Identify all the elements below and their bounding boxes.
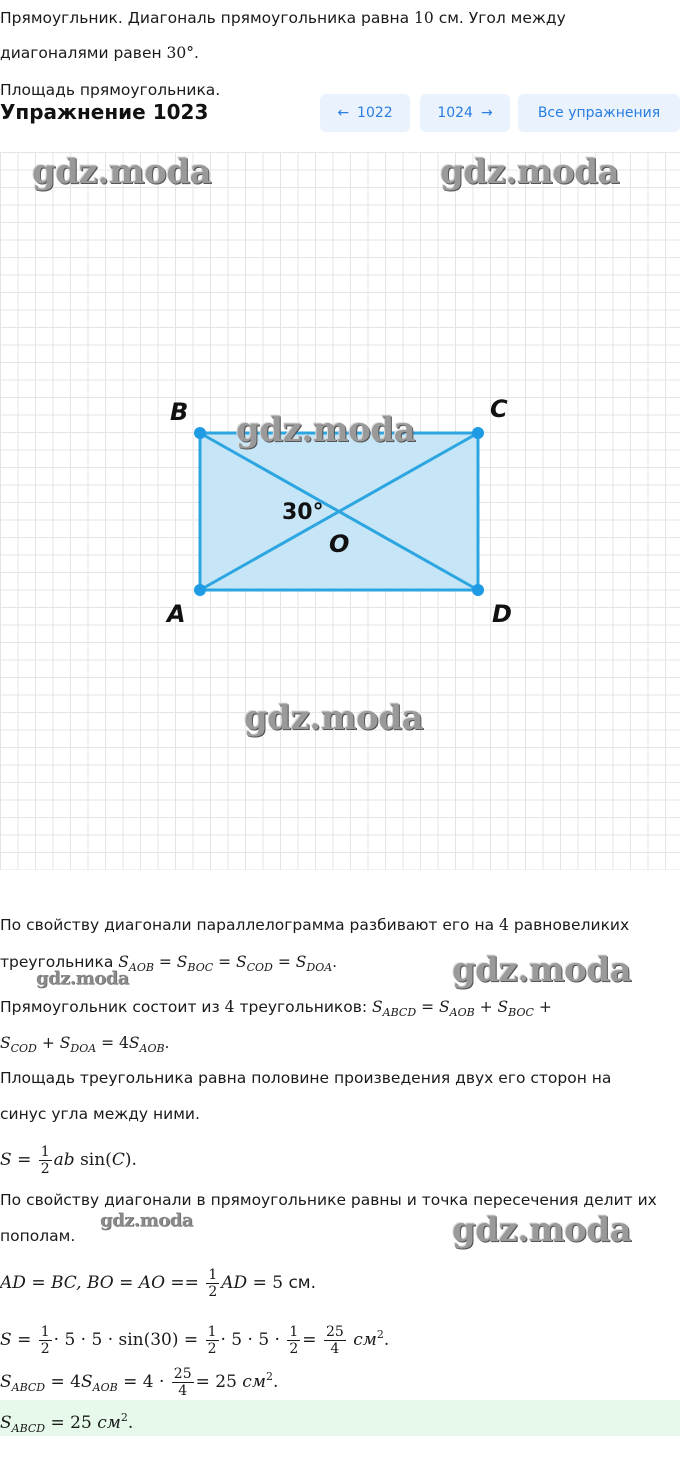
watermark-logo: gdz.moda <box>452 1210 632 1250</box>
point-a <box>194 584 206 596</box>
label-a: A <box>167 600 186 628</box>
problem-line-3: Площадь прямоугольника. <box>0 81 221 99</box>
solution-formula-sides: AD = BC, BO = AO == $\frac{1}{2}$ AD = 5 см. <box>0 1267 317 1300</box>
rectangle-diagram <box>0 152 680 870</box>
solution-formula-area: S = $\frac{1}{2}$ ab sin(C). <box>0 1144 137 1177</box>
solution-line-5: Площадь треугольника равна половине произведения двух его сторон на <box>0 1069 612 1087</box>
solution-line-9: пополам. <box>0 1227 76 1245</box>
solution-line-8: По свойству диагонали в прямоугольнике равны и точка пересечения делит их <box>0 1191 657 1209</box>
label-c: C <box>490 395 508 423</box>
next-exercise-button[interactable]: 1024 → <box>420 94 510 132</box>
angle-label: 30° <box>282 500 324 525</box>
all-exercises-button[interactable]: Все упражнения <box>518 94 680 132</box>
solution-line-1: По свойству диагонали параллелограмма разбивают его на 4 равновеликих <box>0 916 630 934</box>
watermark-logo: gdz.moda <box>32 152 212 192</box>
problem-line-1: Прямоугльник. Диагональ прямоугольника равна 10 см. Угол между <box>0 9 566 27</box>
label-b: B <box>170 398 189 426</box>
solution-line-6: синус угла между ними. <box>0 1105 200 1123</box>
label-o: O <box>329 530 350 558</box>
arrow-right-icon: → <box>480 105 493 121</box>
answer-line: $S_{ABCD} = 25$ $см^2$. <box>0 1411 134 1435</box>
point-d <box>472 584 484 596</box>
solution-formula-aob: S = $\frac{1}{2}$ · 5 · 5 · sin(30) = $\frac{1}{2}$ · 5 · 5 · $\frac{1}{2}$ = $\frac{25}{4}$ $см^2$. <box>0 1324 390 1357</box>
figure-grid <box>0 152 680 870</box>
watermark-logo: gdz.moda <box>36 968 129 989</box>
point-b <box>194 427 206 439</box>
watermark-logo: gdz.moda <box>100 1210 193 1231</box>
watermark-logo: gdz.moda <box>244 698 424 738</box>
problem-line-2: диагоналями равен 30°. <box>0 44 199 62</box>
solution-line-4: $S_{COD} + S_{DOA} = 4S_{AOB}$. <box>0 1034 170 1055</box>
watermark-logo: gdz.moda <box>440 152 620 192</box>
solution-line-2: треугольника $S_{AOB} = S_{BOC} = S_{COD} = S_{DOA}$. <box>0 953 338 974</box>
point-c <box>472 427 484 439</box>
solution-line-3: Прямоугольник состоит из 4 треугольников: $S_{ABCD} = S_{AOB} + S_{BOC}$ + <box>0 998 552 1019</box>
watermark-logo: gdz.moda <box>236 410 416 450</box>
arrow-left-icon: ← <box>337 105 350 121</box>
label-d: D <box>492 600 512 628</box>
watermark-logo: gdz.moda <box>452 950 632 990</box>
prev-exercise-button[interactable]: ← 1022 <box>320 94 410 132</box>
solution-formula-abcd: $S_{ABCD} = 4S_{AOB} = 4$ · $\frac{25}{4}$ = 25 $см^2$. <box>0 1366 279 1399</box>
exercise-title: Упражнение 1023 <box>0 100 209 124</box>
